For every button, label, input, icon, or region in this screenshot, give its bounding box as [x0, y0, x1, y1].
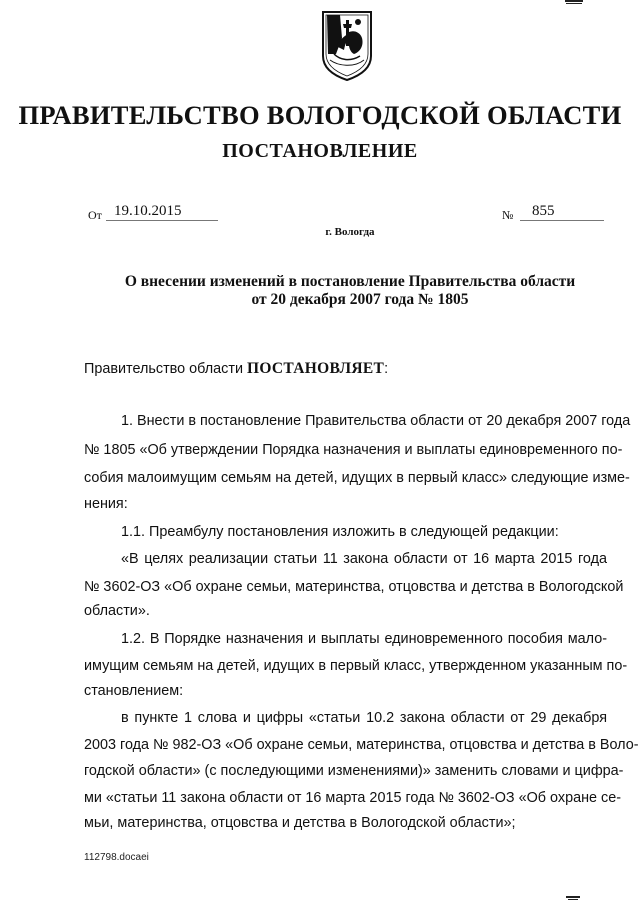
coat-of-arms-emblem — [320, 10, 374, 82]
body-line: нения: — [84, 496, 128, 512]
document-type: ПОСТАНОВЛЕНИЕ — [222, 140, 418, 162]
scan-mark — [565, 0, 583, 2]
decree-lead-text: Правительство области — [84, 361, 243, 377]
decree-lead — [84, 360, 388, 378]
body-line: № 1805 «Об утверждении Порядка назначения и выплаты единовременного по- — [84, 442, 623, 458]
body-line: годской области» (с последующими изменениями)» заменить словами и цифра- — [84, 763, 624, 779]
body-line: «В целях реализации статьи 11 закона области от 16 марта 2015 года — [121, 551, 607, 567]
scan-mark — [568, 899, 578, 900]
decree-lead-colon: : — [384, 361, 389, 377]
number-label: № — [502, 208, 514, 222]
document-date: 19.10.2015 — [106, 202, 218, 221]
body-line: 2003 года № 982-ОЗ «Об охране семьи, материнства, отцовства и детства в Воло- — [84, 737, 639, 753]
body-line: собия малоимущим семьям на детей, идущих в первый класс» следующие изме- — [84, 470, 630, 486]
body-line: имущим семьям на детей, идущих в первый класс, утвержденном указанным по- — [84, 658, 628, 674]
document-subject-line-2: от 20 декабря 2007 года № 1805 — [251, 291, 469, 308]
body-line: № 3602-ОЗ «Об охране семьи, материнства, отцовства и детства в Вологодской — [84, 579, 624, 595]
scan-mark — [566, 896, 580, 898]
body-line: области». — [84, 603, 150, 619]
body-line: в пункте 1 слова и цифры «статьи 10.2 закона области от 29 декабря — [121, 710, 607, 726]
body-line: 1.1. Преамбулу постановления изложить в следующей редакции: — [121, 524, 559, 540]
scan-mark — [566, 3, 582, 4]
body-line: ми «статьи 11 закона области от 16 марта 2015 года № 3602-ОЗ «Об охране се- — [84, 790, 622, 806]
city-name: г. Вологда — [325, 226, 375, 238]
date-label: От — [88, 208, 102, 222]
body-line: становлением: — [84, 683, 184, 699]
body-line: 1.2. В Порядке назначения и выплаты единовременного пособия мало- — [121, 631, 607, 647]
government-title: ПРАВИТЕЛЬСТВО ВОЛОГОДСКОЙ ОБЛАСТИ — [18, 100, 622, 130]
body-line: мьи, материнства, отцовства и детства в Вологодской области»; — [84, 815, 516, 831]
footer-file-code: 112798.docaei — [84, 852, 149, 863]
body-line: 1. Внести в постановление Правительства области от 20 декабря 2007 года — [121, 413, 631, 429]
decree-lead-bold: ПОСТАНОВЛЯЕТ — [246, 360, 385, 377]
document-number: 855 — [520, 202, 604, 221]
document-subject-line-1: О внесении изменений в постановление Правительства области — [124, 273, 576, 290]
